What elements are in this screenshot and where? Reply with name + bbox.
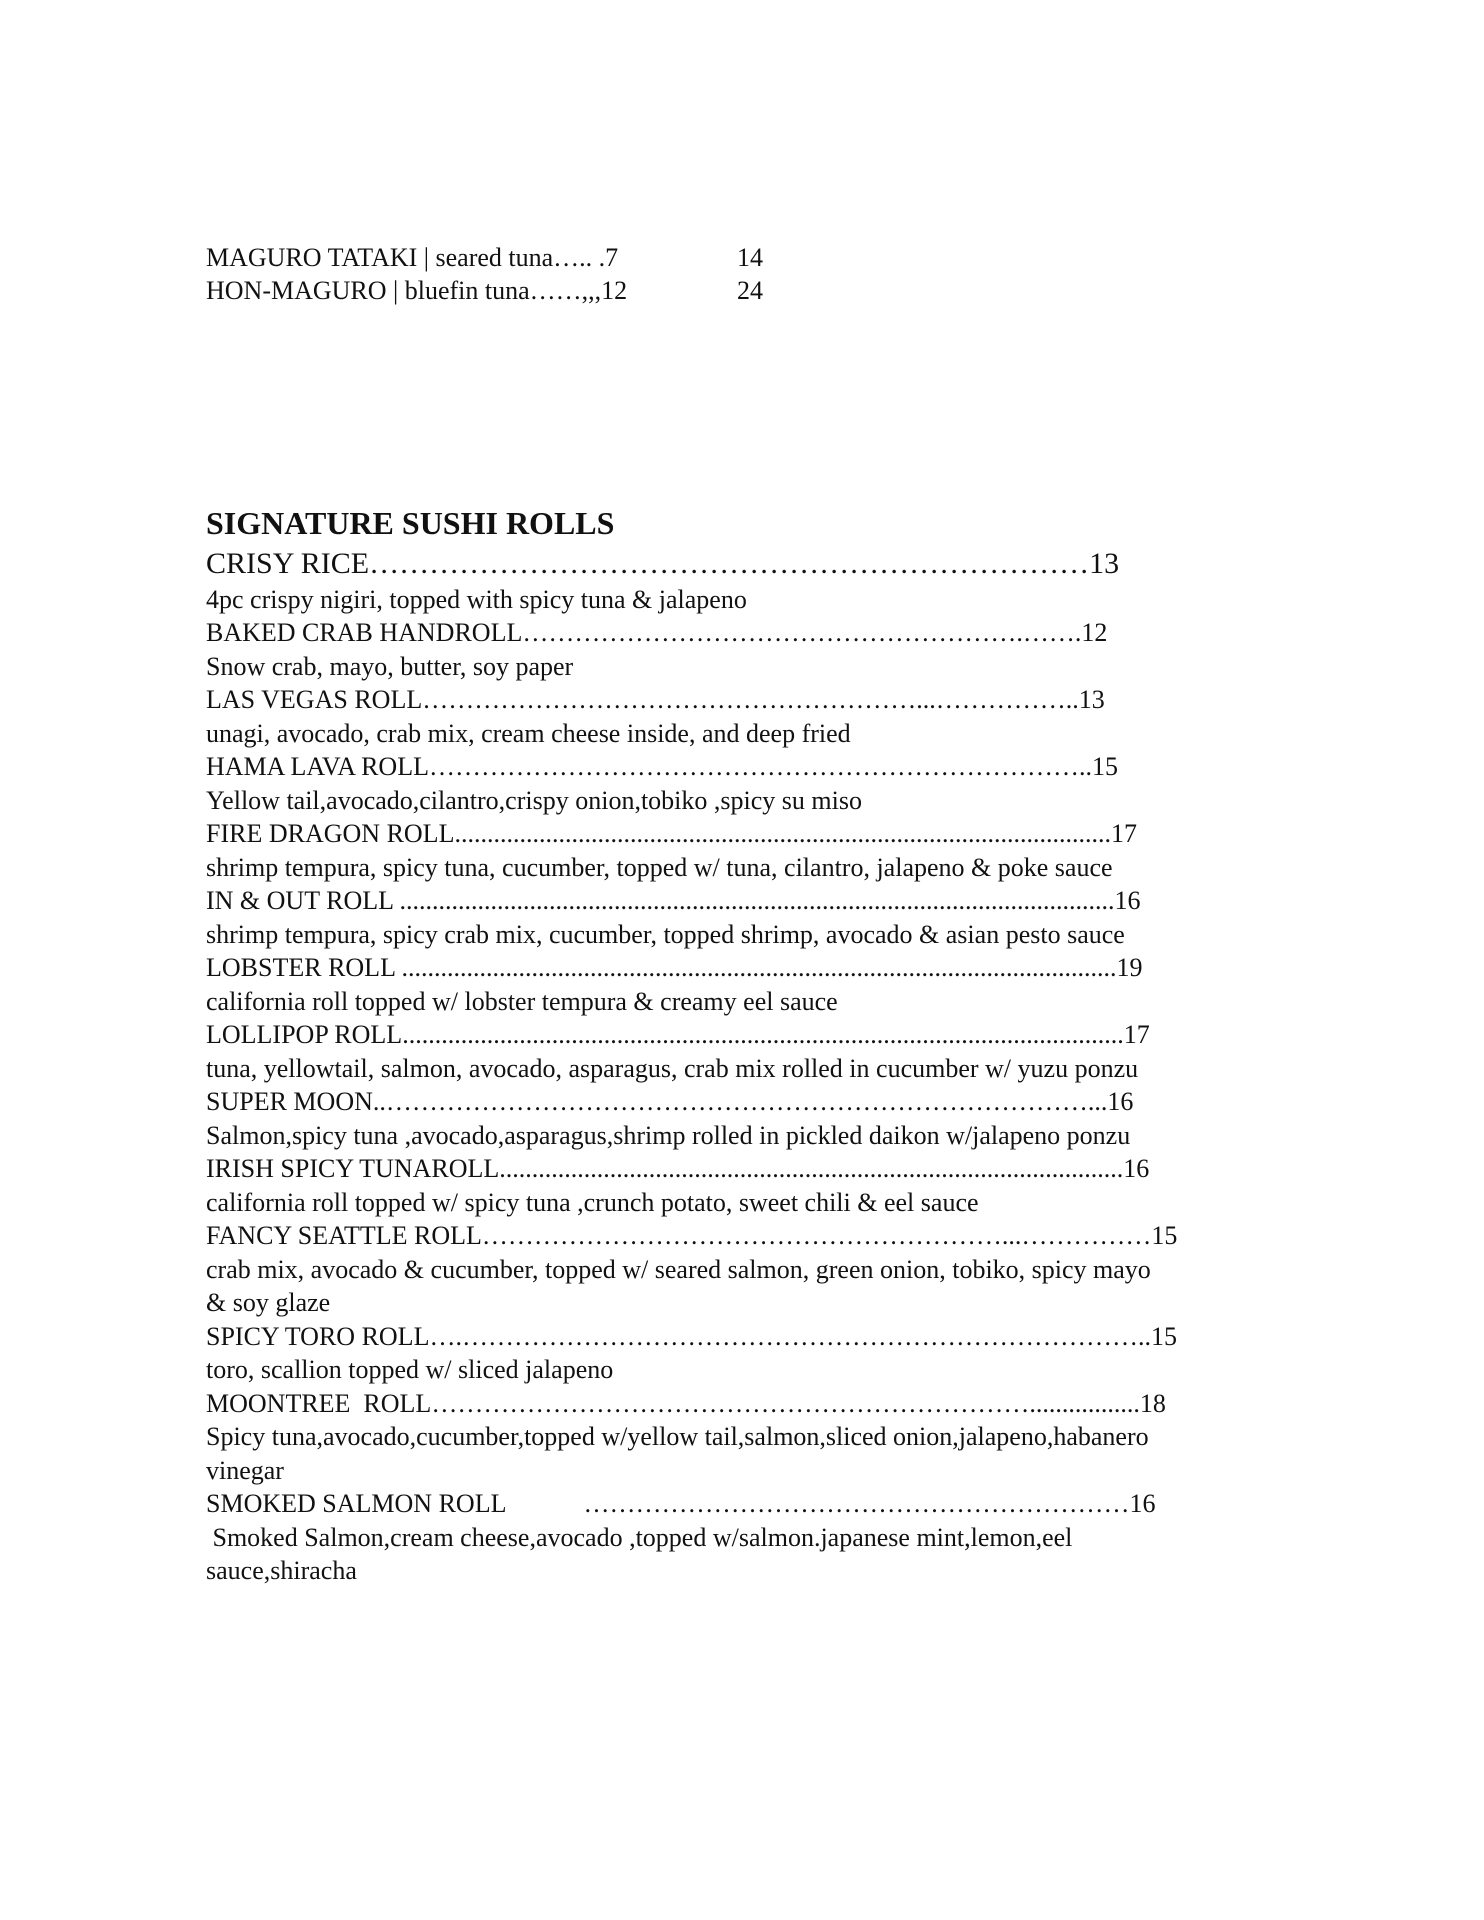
roll-description: crab mix, avocado & cucumber, topped w/ seared salmon, green onion, tobiko, spicy mayo bbox=[206, 1255, 1151, 1284]
roll-description: 4pc crispy nigiri, topped with spicy tuna & jalapeno bbox=[206, 585, 747, 614]
roll-description: Snow crab, mayo, butter, soy paper bbox=[206, 652, 574, 681]
roll-name-in-and-out-roll: IN & OUT ROLL ..............................................................................................................16 bbox=[206, 886, 1141, 915]
roll-description: tuna, yellowtail, salmon, avocado, asparagus, crab mix rolled in cucumber w/ yuzu ponzu bbox=[206, 1054, 1139, 1083]
roll-name-spicy-toro-roll: SPICY TORO ROLL….……………………………………………………………………..15 bbox=[206, 1322, 1177, 1351]
roll-description: toro, scallion topped w/ sliced jalapeno bbox=[206, 1355, 614, 1384]
roll-name-lobster-roll: LOBSTER ROLL ..............................................................................................................19 bbox=[206, 953, 1143, 982]
roll-name-fire-dragon-roll: FIRE DRAGON ROLL.....................................................................................................17 bbox=[206, 819, 1137, 848]
roll-description: unagi, avocado, crab mix, cream cheese inside, and deep fried bbox=[206, 719, 851, 748]
roll-name-super-moon: SUPER MOON..………………………………………………………………………...16 bbox=[206, 1087, 1134, 1116]
roll-description-continued: vinegar bbox=[206, 1456, 284, 1485]
roll-name-irish-spicy-tunaroll: IRISH SPICY TUNAROLL................................................................................................16 bbox=[206, 1154, 1150, 1183]
roll-name-las-vegas-roll: LAS VEGAS ROLL…………………………………………………...……………..13 bbox=[206, 685, 1105, 714]
roll-description: shrimp tempura, spicy crab mix, cucumber, topped shrimp, avocado & asian pesto sauce bbox=[206, 920, 1125, 949]
roll-name-crisy-rice: CRISY RICE………………………………………………………………13 bbox=[206, 547, 1120, 580]
roll-name-baked-crab-handroll: BAKED CRAB HANDROLL………………………………………………….…….12 bbox=[206, 618, 1108, 647]
menu-item-maguro-tataki: MAGURO TATAKI | seared tuna….. .7 bbox=[206, 243, 619, 272]
roll-name-lollipop-roll: LOLLIPOP ROLL...............................................................................................................17 bbox=[206, 1020, 1150, 1049]
section-title: SIGNATURE SUSHI ROLLS bbox=[206, 505, 615, 541]
roll-name-smoked-salmon-roll: SMOKED SALMON ROLL ………………………………………………………16 bbox=[206, 1489, 1156, 1518]
roll-name-hama-lava-roll: HAMA LAVA ROLL…………………………………………………………………..15 bbox=[206, 752, 1118, 781]
roll-name-moontree-roll: MOONTREE ROLL…………………………………………………………….................18 bbox=[206, 1389, 1166, 1418]
roll-description: california roll topped w/ lobster tempura & creamy eel sauce bbox=[206, 987, 838, 1016]
roll-description-continued: & soy glaze bbox=[206, 1288, 331, 1317]
roll-name-fancy-seattle-roll: FANCY SEATTLE ROLL……………………………………………………...……………15 bbox=[206, 1221, 1178, 1250]
roll-description: shrimp tempura, spicy tuna, cucumber, topped w/ tuna, cilantro, jalapeno & poke sauce bbox=[206, 853, 1113, 882]
roll-description-continued: sauce,shiracha bbox=[206, 1556, 357, 1585]
roll-description: Smoked Salmon,cream cheese,avocado ,topped w/salmon.japanese mint,lemon,eel bbox=[206, 1523, 1073, 1552]
roll-description: california roll topped w/ spicy tuna ,crunch potato, sweet chili & eel sauce bbox=[206, 1188, 979, 1217]
menu-item-hon-maguro-price: 24 bbox=[737, 276, 763, 305]
roll-description: Salmon,spicy tuna ,avocado,asparagus,shrimp rolled in pickled daikon w/jalapeno ponzu bbox=[206, 1121, 1131, 1150]
menu-item-hon-maguro: HON-MAGURO | bluefin tuna……,,,12 bbox=[206, 276, 628, 305]
menu-item-maguro-tataki-price: 14 bbox=[737, 243, 763, 272]
roll-description: Yellow tail,avocado,cilantro,crispy onion,tobiko ,spicy su miso bbox=[206, 786, 862, 815]
roll-description: Spicy tuna,avocado,cucumber,topped w/yellow tail,salmon,sliced onion,jalapeno,habanero bbox=[206, 1422, 1149, 1451]
